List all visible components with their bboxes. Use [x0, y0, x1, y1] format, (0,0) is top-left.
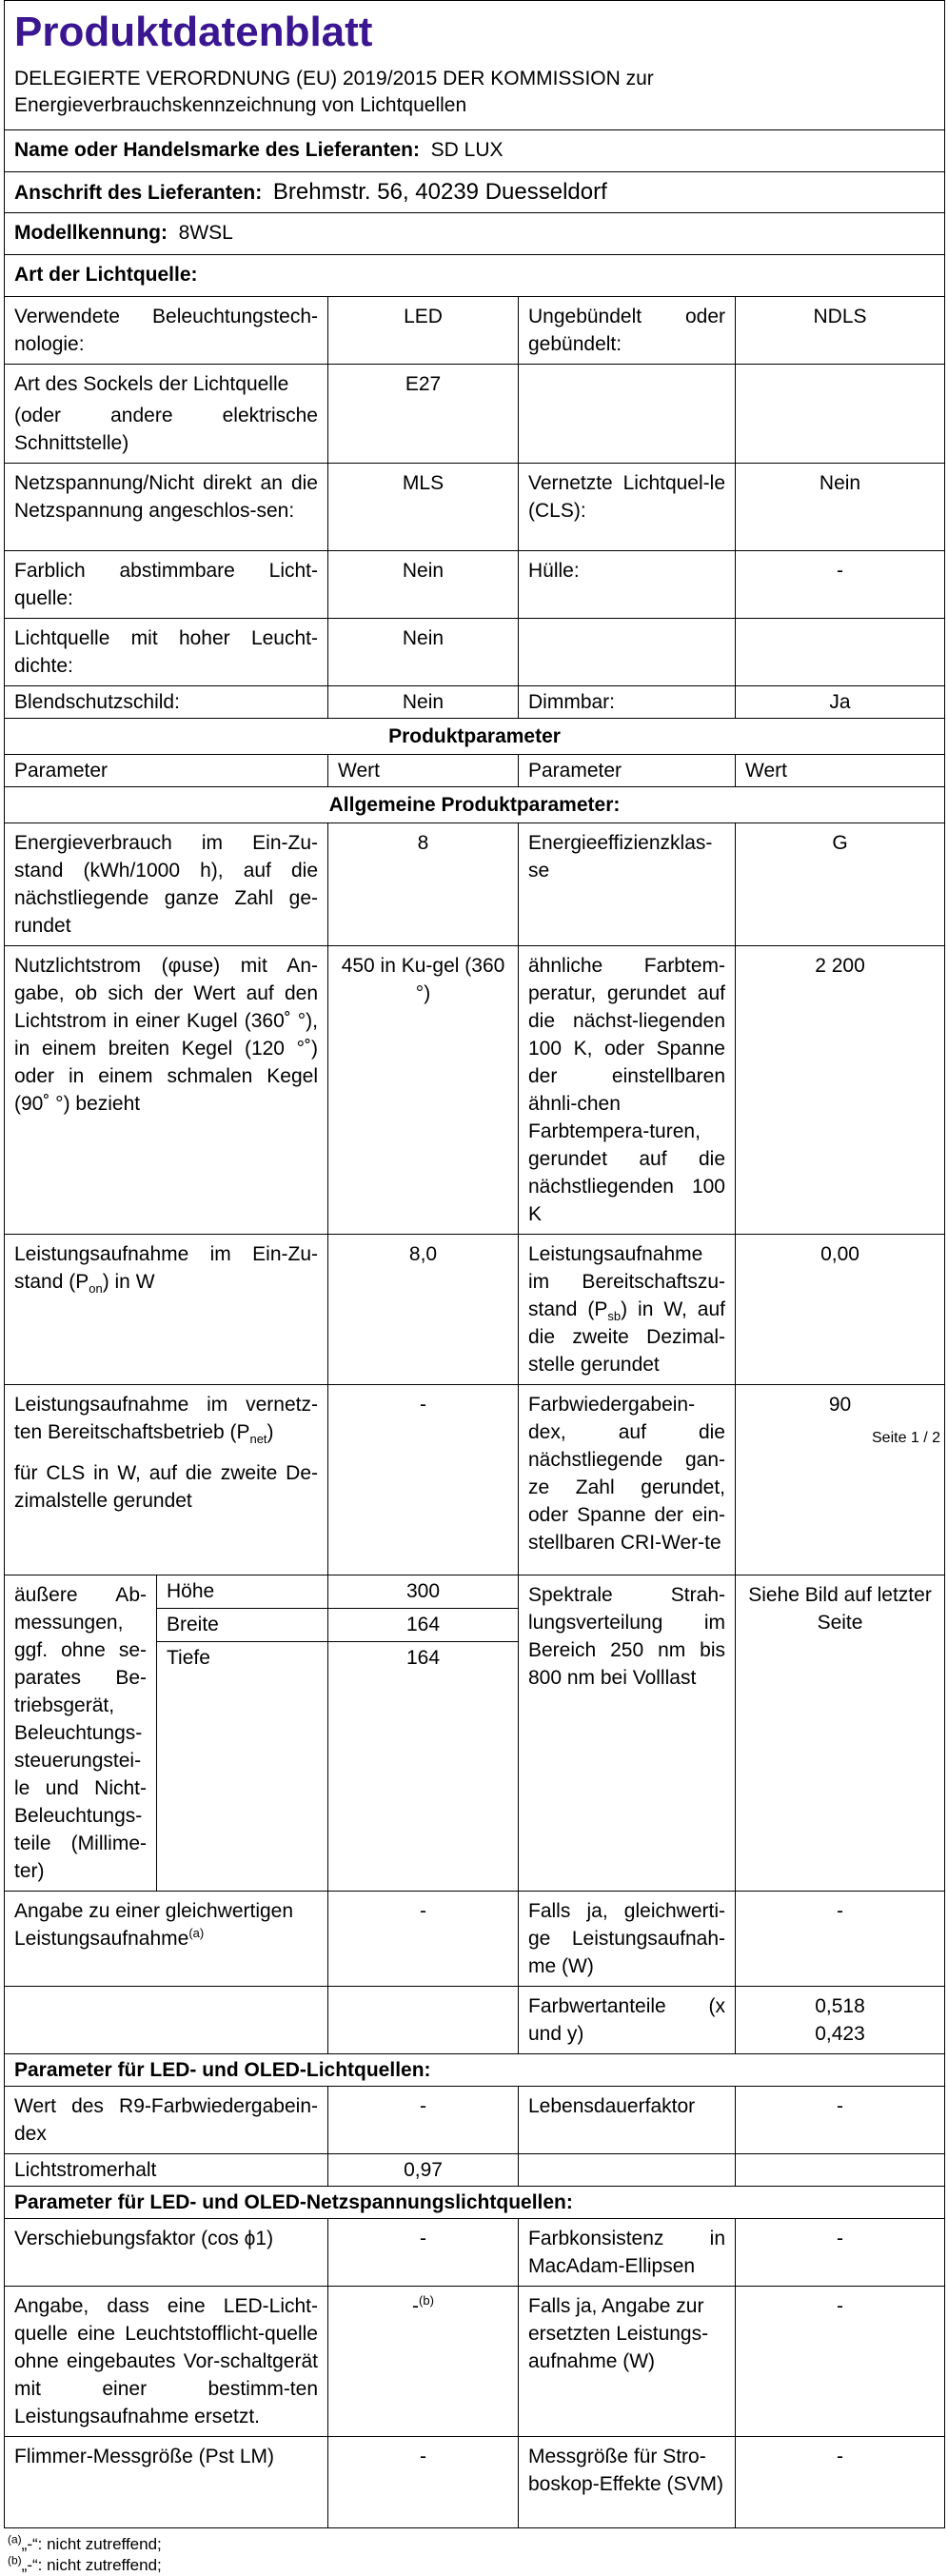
cls-label: Vernetzte Lichtquel-le (CLS): — [519, 464, 736, 551]
cri-value: 90 — [736, 1385, 945, 1575]
equiv-label — [5, 1892, 328, 1987]
energy-label: Energieverbrauch im Ein-Zu-stand (kWh/1000 h), auf die nächstliegende ganze Zahl ge-rundet — [5, 823, 328, 946]
empty-cell — [519, 2154, 736, 2187]
dim-value-width: 164 — [328, 1609, 518, 1642]
cls-value: Nein — [736, 464, 945, 551]
footnote-a — [8, 2534, 944, 2555]
efficiency-class-label: Energieeffizienzklas-se — [519, 823, 736, 946]
hld-value: Nein — [328, 619, 519, 686]
col-header-value-2: Wert — [736, 755, 945, 787]
cri-label: Farbwiedergabein-dex, auf die nächstliegende gan-ze Zahl gerundet, oder Spanne der ein-stellbaren CRI-Wer-te — [519, 1385, 736, 1575]
psb-label-subscript: sb — [607, 1309, 622, 1324]
replacement-label: Angabe, dass eine LED-Licht-quelle eine Leuchtstofflicht-quelle ohne eingebautes Vor-schaltgerät mit einer bestimm-ten Leistungsaufnahme ersetzt. — [5, 2287, 328, 2437]
pnet-value: - — [328, 1385, 519, 1575]
pon-label — [5, 1235, 328, 1385]
stroboscopic-label: Messgröße für Stro-boskop-Effekte (SVM) — [519, 2437, 736, 2528]
replacement-power-label: Falls ja, Angabe zur ersetzten Leistungs-aufnahme (W) — [519, 2287, 736, 2437]
r9-value: - — [328, 2087, 519, 2154]
footnote-a-text: „-“: nicht zutreffend; — [21, 2535, 162, 2553]
footnote-b-text: „-“: nicht zutreffend; — [21, 2556, 162, 2574]
dimension-values-table — [328, 1575, 518, 1674]
mains-value: MLS — [328, 464, 519, 551]
mains-label: Netzspannung/Nicht direkt an die Netzspannung angeschlos-sen: — [5, 464, 328, 551]
flicker-label: Flimmer-Messgröße (Pst LM) — [5, 2437, 328, 2528]
lifetime-factor-label: Lebensdauerfaktor — [519, 2087, 736, 2154]
technology-label: Verwendete Beleuchtungstech-nologie: — [5, 297, 328, 365]
equiv-power-label: Falls ja, gleichwerti-ge Leistungsaufnah-me (W) — [519, 1892, 736, 1987]
footnote-a-mark: (a) — [8, 2532, 22, 2546]
footnotes — [4, 2534, 944, 2576]
cct-value: 2 200 — [736, 946, 945, 1235]
supplier-name-label: Name oder Handelsmarke des Lieferanten: — [14, 139, 420, 161]
stroboscopic-value: - — [736, 2437, 945, 2528]
pnet-label — [5, 1385, 328, 1575]
flux-maintenance-value: 0,97 — [328, 2154, 519, 2187]
footnote-b — [8, 2555, 944, 2576]
col-header-parameter: Parameter — [5, 755, 328, 787]
focus-value: NDLS — [736, 297, 945, 365]
spd-value: Siehe Bild auf letzter Seite — [736, 1575, 945, 1892]
datasheet-table — [4, 0, 945, 2528]
dimension-values-cell — [328, 1575, 519, 1892]
macadam-label: Farbkonsistenz in MacAdam-Ellipsen — [519, 2219, 736, 2287]
product-params-heading: Produktparameter — [5, 719, 945, 755]
shield-label: Blendschutzschild: — [5, 686, 328, 719]
macadam-value: - — [736, 2219, 945, 2287]
flux-maintenance-label: Lichtstromerhalt — [5, 2154, 328, 2187]
energy-value: 8 — [328, 823, 519, 946]
supplier-name-row — [5, 130, 945, 172]
dim-name-width: Breite — [157, 1609, 327, 1642]
supplier-address-label: Anschrift des Lieferanten: — [14, 182, 263, 204]
dimmable-label: Dimmbar: — [519, 686, 736, 719]
psb-label — [519, 1235, 736, 1385]
envelope-value: - — [736, 551, 945, 619]
model-value: 8WSL — [178, 222, 233, 244]
lifetime-factor-value: - — [736, 2087, 945, 2154]
empty-cell — [736, 2154, 945, 2187]
equiv-label-text: Angabe zu einer gleichwertigen Leistungsaufnahme — [14, 1900, 294, 1950]
pon-value: 8,0 — [328, 1235, 519, 1385]
mains-params-heading: Parameter für LED- und OLED-Netzspannungslichtquellen: — [5, 2187, 945, 2219]
displacement-factor-value: - — [328, 2219, 519, 2287]
datasheet-page — [4, 0, 944, 2576]
psb-label-text-end: ) in W, auf die zweite Dezimal-stelle gerundet — [528, 1298, 725, 1376]
led-params-heading: Parameter für LED- und OLED-Lichtquellen: — [5, 2054, 945, 2087]
dim-name-depth: Tiefe — [167, 1647, 210, 1669]
technology-value: LED — [328, 297, 519, 365]
supplier-address-value: Brehmstr. 56, 40239 Duesseldorf — [272, 179, 607, 205]
dimension-names — [157, 1575, 327, 1891]
col-header-value: Wert — [328, 755, 519, 787]
equiv-value: - — [328, 1892, 519, 1987]
general-params-heading: Allgemeine Produktparameter: — [5, 787, 945, 823]
equiv-footnote-ref: (a) — [188, 1926, 205, 1940]
socket-label: Art des Sockels der Lichtquelle — [14, 373, 289, 395]
col-header-parameter-2: Parameter — [519, 755, 736, 787]
envelope-label: Hülle: — [519, 551, 736, 619]
chroma-y-value: 0,423 — [815, 2023, 865, 2045]
pon-label-text-end: ) in W — [102, 1271, 155, 1293]
chroma-values — [736, 1987, 945, 2054]
cct-label: ähnliche Farbtem-peratur, gerundet auf die nächst-liegenden 100 K, oder Spanne der einstellbaren ähnli-chen Farbtempera-turen, gerundet auf die nächstliegenden 100 K — [519, 946, 736, 1235]
pnet-label-subscript: net — [249, 1432, 267, 1447]
replacement-footnote-ref: (b) — [419, 2293, 434, 2308]
model-row — [5, 213, 945, 255]
socket-label-detail: (oder andere elektrische Schnittstelle) — [14, 405, 318, 454]
empty-cell — [5, 1987, 328, 2054]
light-type-heading: Art der Lichtquelle: — [5, 255, 945, 297]
tunable-label: Farblich abstimmbare Licht-quelle: — [5, 551, 328, 619]
psb-value: 0,00 — [736, 1235, 945, 1385]
shield-value: Nein — [328, 686, 519, 719]
dimension-names-table — [157, 1575, 327, 1674]
pnet-label-text-end: ) — [267, 1421, 274, 1443]
dimmable-value: Ja — [736, 686, 945, 719]
footnote-b-mark: (b) — [8, 2553, 22, 2567]
dim-name-height: Höhe — [157, 1575, 327, 1609]
focus-label: Ungebündelt oder gebündelt: — [519, 297, 736, 365]
empty-cell — [328, 1987, 519, 2054]
supplier-name-value: SD LUX — [430, 139, 504, 161]
equiv-power-value: - — [736, 1892, 945, 1987]
dimensions-label: äußere Ab-messungen, ggf. ohne se-parates Be-triebsgerät, Beleuchtungs-steuerungstei-le und Nicht-Beleuchtungs-teile (Millime-ter) — [5, 1575, 157, 1891]
chroma-label: Farbwertanteile (x und y) — [519, 1987, 736, 2054]
header-cell — [5, 1, 945, 130]
replacement-value — [328, 2287, 519, 2437]
flicker-value: - — [328, 2437, 519, 2528]
psb-label-text: Leistungsaufnahme im Bereitschaftszu-stand (P — [528, 1243, 725, 1320]
document-subtitle: DELEGIERTE VERORDNUNG (EU) 2019/2015 DER KOMMISSION zur Energieverbrauchskennzeichnung von Lichtquellen — [14, 68, 654, 116]
r9-label: Wert des R9-Farbwiedergabein-dex — [5, 2087, 328, 2154]
displacement-factor-label: Verschiebungsfaktor (cos ϕ1) — [5, 2219, 328, 2287]
socket-value: E27 — [328, 365, 519, 464]
dimensions-cell — [5, 1575, 328, 1892]
tunable-value: Nein — [328, 551, 519, 619]
efficiency-class-value: G — [736, 823, 945, 946]
empty-cell — [736, 365, 945, 464]
hld-label: Lichtquelle mit hoher Leucht-dichte: — [5, 619, 328, 686]
supplier-address-row — [5, 172, 945, 213]
document-title: Produktdatenblatt — [14, 9, 373, 55]
socket-label-cell — [5, 365, 328, 464]
flux-label: Nutzlichtstrom (φuse) mit An-gabe, ob sich der Wert auf den Lichtstrom in einer Kugel (360˚ °), in einem breiten Kegel (120 °˚) oder in einem schmalen Kegel (90˚ °) bezieht — [5, 946, 328, 1235]
dim-value-depth: 164 — [405, 1647, 441, 1669]
replacement-power-value: - — [736, 2287, 945, 2437]
pnet-label-detail: für CLS in W, auf die zweite De-zimalstelle gerundet — [14, 1462, 318, 1512]
page-number: Seite 1 / 2 — [872, 1430, 941, 1446]
empty-cell — [519, 619, 736, 686]
pnet-label-text: Leistungsaufnahme im vernetz-ten Bereitschaftsbetrieb (P — [14, 1394, 318, 1443]
chroma-x-value: 0,518 — [815, 1995, 865, 2017]
empty-cell — [736, 619, 945, 686]
dim-value-height: 300 — [328, 1575, 518, 1609]
model-label: Modellkennung: — [14, 222, 168, 244]
spd-label: Spektrale Strah-lungsverteilung im Bereich 250 nm bis 800 nm bei Volllast — [519, 1575, 736, 1892]
pon-label-subscript: on — [89, 1281, 103, 1297]
empty-cell — [519, 365, 736, 464]
replacement-value-text: - — [412, 2295, 420, 2317]
pon-label-text: Leistungsaufnahme im Ein-Zu-stand (P — [14, 1243, 318, 1293]
flux-value: 450 in Ku-gel (360 °) — [328, 946, 519, 1235]
